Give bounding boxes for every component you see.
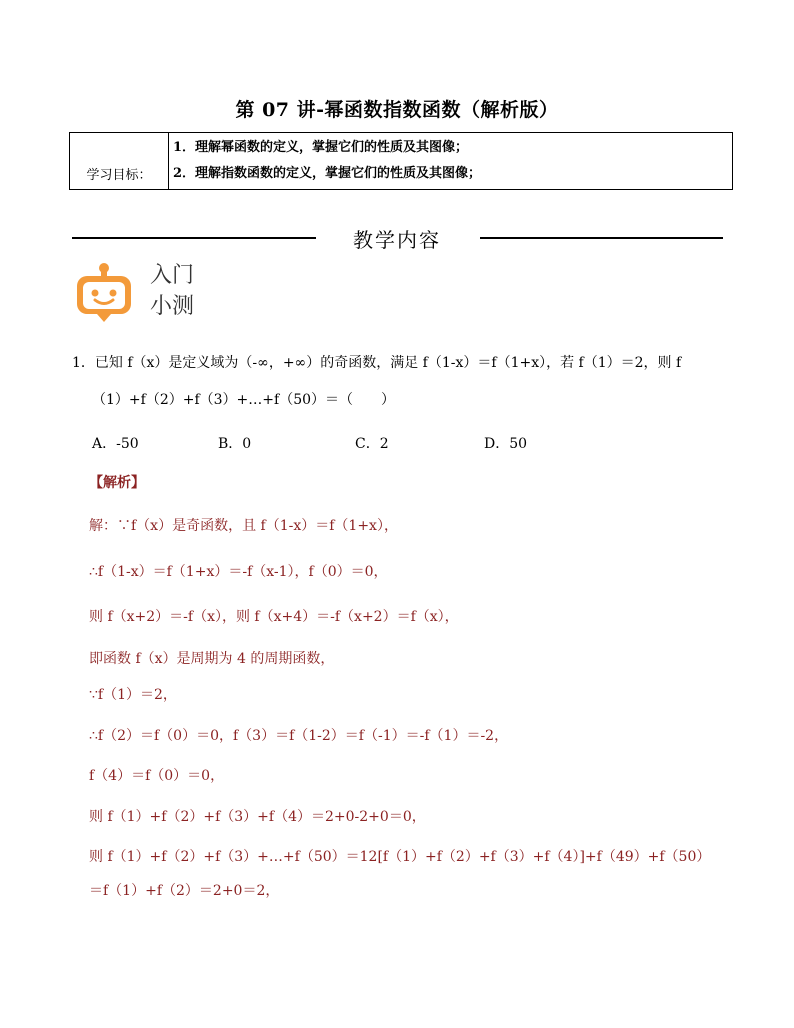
solution-line: 则 f（1）+f（2）+f（3）+…+f（50）＝12[f（1）+f（2）+f（3）+f（4）]+f（49）+f（50） [89,849,711,865]
goal-item: 2．理解指数函数的定义，掌握它们的性质及其图像； [173,166,482,181]
solution-line: 则 f（x+2）＝-f（x），则 f（x+4）＝-f（x+2）＝f（x）， [89,609,459,625]
learning-goals-table [69,132,733,190]
solution-line: 则 f（1）+f（2）+f（3）+f（4）＝2+0-2+0＝0， [89,809,426,825]
goals-label: 学习目标： [70,133,169,190]
solution-line: 解：∵f（x）是奇函数，且 f（1-x）＝f（1+x）， [89,518,398,534]
option-b: B．0 [218,436,252,452]
solution-line: ∴f（2）＝f（0）＝0，f（3）＝f（1-2）＝f（-1）＝-f（1）＝-2， [89,728,509,744]
option-d: D．50 [484,436,528,452]
section-divider-left [72,237,316,239]
option-a: A．-50 [92,436,139,452]
badge-label [150,260,194,322]
solution-line: ∵f（1）＝2， [89,687,177,703]
badge-line-2: 小测 [150,294,195,319]
goal-item: 1．理解幂函数的定义，掌握它们的性质及其图像； [173,140,469,155]
option-c: C．2 [355,436,389,452]
goals-list [169,133,733,190]
page-title: 第 07 讲-幂函数指数函数（解析版） [235,99,559,121]
solution-line: f（4）＝f（0）＝0， [89,768,225,784]
robot-face-icon [73,262,135,324]
badge-line-1: 入门 [150,263,195,288]
question-text-line-2: （1）+f（2）+f（3）+…+f（50）＝（ ） [92,392,396,408]
section-divider-right [480,237,723,239]
section-title: 教学内容 [353,228,441,252]
question-text-line-1: 1．已知 f（x）是定义域为（-∞，+∞）的奇函数，满足 f（1-x）＝f（1+x），若 f（1）＝2，则 f [72,355,682,371]
solution-header: 【解析】 [89,475,145,491]
solution-line: ∴f（1-x）＝f（1+x）＝-f（x-1），f（0）＝0， [89,564,388,580]
solution-line: ＝f（1）+f（2）＝2+0＝2， [89,883,280,899]
solution-line: 即函数 f（x）是周期为 4 的周期函数， [89,651,335,667]
